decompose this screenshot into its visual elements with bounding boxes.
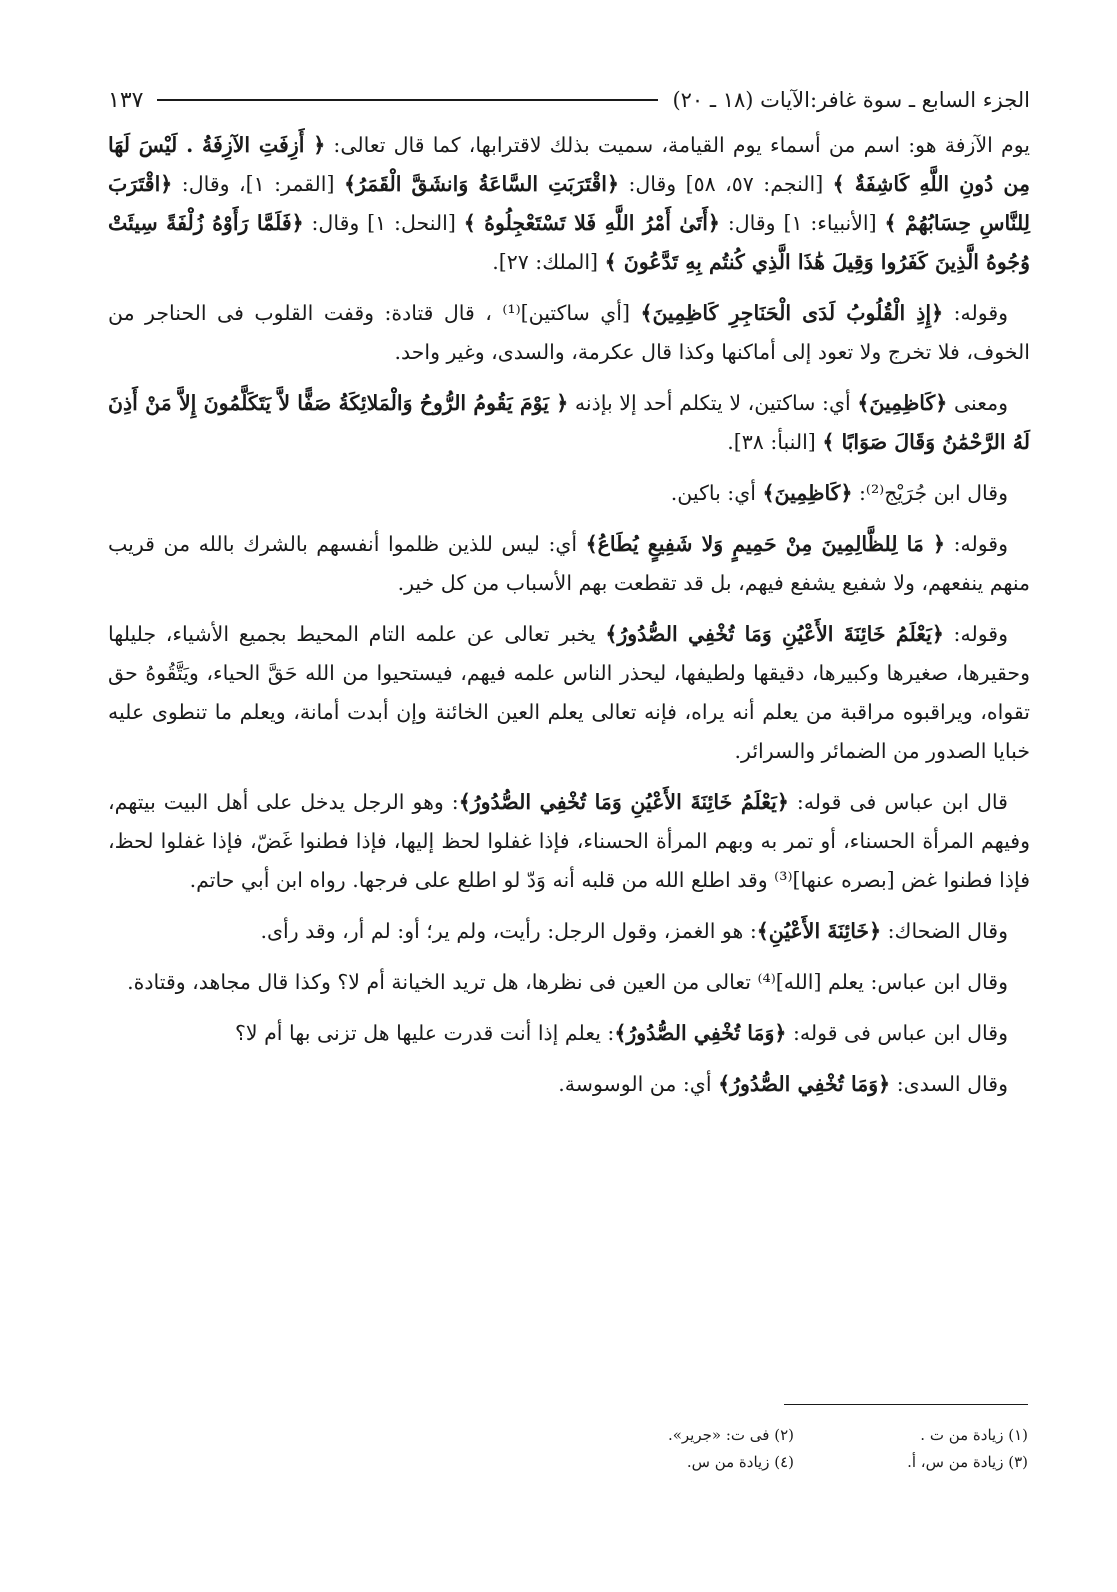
footnote: (٢) فى ت: «جرير». <box>667 1426 794 1444</box>
text-run: أي: باكين. <box>670 481 763 505</box>
footnote-row <box>560 1422 1028 1449</box>
text-run: [القمر: ١]، وقال: <box>172 172 344 196</box>
running-header <box>108 80 1030 120</box>
paragraph <box>108 1065 1030 1104</box>
paragraph <box>108 783 1030 900</box>
text-run: وقال ابن جُرَيْج⁽²⁾: <box>852 481 1008 505</box>
quran-quote: ﴿وَمَا تُخْفِي الصُّدُورُ﴾ <box>614 1021 787 1045</box>
text-run: وقال الضحاك: <box>881 919 1008 943</box>
quran-quote: ﴿اقْتَرَبَ لِلنَّاسِ حِسَابُهُمْ ﴾ <box>108 172 1031 235</box>
footnote: (١) زيادة من ت . <box>920 1426 1028 1444</box>
footnotes <box>560 1422 1028 1476</box>
quran-quote: ﴿وَمَا تُخْفِي الصُّدُورُ﴾ <box>718 1072 891 1096</box>
text-run: أي: ليس للذين ظلموا أنفسهم بالشرك بالله من قريب منهم ينفعهم، ولا شفيع يشفع فيهم، بل قد تقطعت بهم الأسباب من كل خير. <box>108 532 1030 595</box>
quran-quote: ﴿إِذِ الْقُلُوبُ لَدَى الْحَنَاجِرِ كَاظِمِينَ﴾ <box>640 301 944 325</box>
text-run: وقوله: <box>945 532 1009 556</box>
paragraph <box>108 912 1030 951</box>
paragraph <box>108 525 1030 603</box>
text-run: : يعلم إذا أنت قدرت عليها هل تزنى بها أم لا؟ <box>235 1021 615 1045</box>
text-run: قال ابن عباس فى قوله: <box>788 790 1008 814</box>
quran-quote: ﴿أَتَىٰ أَمْرُ اللَّهِ فَلا تَسْتَعْجِلُوهُ ﴾ <box>463 211 720 235</box>
paragraph <box>108 474 1030 513</box>
page-number: ١٣٧ <box>108 87 144 113</box>
header-rule <box>157 99 658 101</box>
quran-quote: ﴿ مَا لِلظَّالِمِينَ مِنْ حَمِيمٍ وَلا شَفِيعٍ يُطَاعُ﴾ <box>585 532 946 556</box>
quran-quote: ﴿اقْتَرَبَتِ السَّاعَةُ وَانشَقَّ الْقَمَرُ﴾ <box>343 172 619 196</box>
text-run: وقوله: <box>943 301 1009 325</box>
paragraph <box>108 1014 1030 1053</box>
text-run: يخبر تعالى عن علمه التام المحيط بجميع الأشياء، جليلها وحقيرها، صغيرها وكبيرها، دقيقها ولطيفها، ليحذر الناس علمه فيهم، فيستحيوا من الله حَقَّ الحياء، ويَتَّقُوهُ حق تقواه، ويراقبوه مراقبة من يعلم أنه يراه، فإنه تعالى يعلم العين الخائنة وإن أبدت أمانة، ويعلم ما تنطوى عليه خبايا الصدور من الضمائر والسرائر. <box>108 622 1030 763</box>
footnote: (٤) زيادة من س. <box>686 1453 794 1471</box>
text-run: : هو الغمز، وقول الرجل: رأيت، ولم ير؛ أو: لم أر، وقد رأى. <box>260 919 757 943</box>
footnote-row <box>560 1449 1028 1476</box>
text-run: أي: من الوسوسة. <box>558 1072 719 1096</box>
text-run: وقوله: <box>943 622 1008 646</box>
paragraph <box>108 963 1030 1002</box>
text-run: [النبأ: ٣٨]. <box>727 430 823 454</box>
quran-quote: ﴿ أَزِفَتِ الآزِفَةُ . لَيْسَ لَهَا مِن دُونِ اللَّهِ كَاشِفَةٌ ﴾ <box>108 133 1030 196</box>
text-run: [الأنبياء: ١] وقال: <box>719 211 885 235</box>
quran-quote: ﴿ يَوْمَ يَقُومُ الرُّوحُ وَالْمَلائِكَةُ صَفًّا لاَّ يَتَكَلَّمُونَ إِلاَّ مَنْ أَذِنَ لَهُ الرَّحْمَٰنُ وَقَالَ صَوَابًا ﴾ <box>108 391 1030 454</box>
quran-quote: ﴿خَائِنَةَ الأَعْيُنِ﴾ <box>756 919 882 943</box>
book-page <box>108 80 1030 1116</box>
paragraph <box>108 126 1030 282</box>
paragraph <box>108 294 1030 372</box>
text-run: [أي ساكتين]⁽¹⁾ ، قال قتادة: وقفت القلوب فى الحناجر من الخوف، فلا تخرج ولا تعود إلى أماكنها وكذا قال عكرمة، والسدى، وغير واحد. <box>108 301 1030 364</box>
paragraph <box>108 384 1030 462</box>
text-run: [الملك: ٢٧]. <box>492 250 605 274</box>
text-run: أي: ساكتين، لا يتكلم أحد إلا بإذنه <box>568 391 858 415</box>
text-run: وقال السدى: <box>890 1072 1008 1096</box>
footnote: (٣) زيادة من س، أ. <box>907 1453 1028 1471</box>
text-run: وقال ابن عباس فى قوله: <box>786 1021 1008 1045</box>
page-body <box>108 126 1030 1104</box>
paragraph <box>108 615 1030 771</box>
text-run: : وهو الرجل يدخل على أهل البيت بيتهم، وفيهم المرأة الحسناء، أو تمر به وبهم المرأة الحسناء، فإذا غفلوا لحظ إليها، فإذا فطنوا غَضّ، فإذا غفلوا لحظ، فإذا فطنوا غض [بصره عنها]⁽³⁾ وقد اطلع الله من قلبه أنه وَدّ لو اطلع على فرجها. رواه ابن أبي حاتم. <box>108 790 1030 892</box>
text-run: ومعنى <box>947 391 1008 415</box>
text-run: [النحل: ١] وقال: <box>303 211 464 235</box>
quran-quote: ﴿فَلَمَّا رَأَوْهُ زُلْفَةً سِيئَتْ وُجُوهُ الَّذِينَ كَفَرُوا وَقِيلَ هَٰذَا الَّذِي كُنتُم بِهِ تَدَّعُونَ ﴾ <box>108 211 1030 274</box>
footnote-separator <box>784 1404 1028 1405</box>
text-run: يوم الآزفة هو: اسم من أسماء يوم القيامة، سميت بذلك لاقترابها، كما قال تعالى: <box>325 133 1030 157</box>
text-run: وقال ابن عباس: يعلم [الله]⁽⁴⁾ تعالى من العين فى نظرها، هل تريد الخيانة أم لا؟ وكذا قال مجاهد، وقتادة. <box>127 970 1008 994</box>
quran-quote: ﴿يَعْلَمُ خَائِنَةَ الأَعْيُنِ وَمَا تُخْفِي الصُّدُورُ﴾ <box>458 790 789 814</box>
quran-quote: ﴿كَاظِمِينَ﴾ <box>762 481 853 505</box>
text-run: [النجم: ٥٧، ٥٨] وقال: <box>618 172 833 196</box>
header-title: الجزء السابع ـ سوة غافر:الآيات (١٨ ـ ٢٠) <box>672 88 1030 112</box>
quran-quote: ﴿يَعْلَمُ خَائِنَةَ الأَعْيُنِ وَمَا تُخْفِي الصُّدُورُ﴾ <box>605 622 944 646</box>
quran-quote: ﴿كَاظِمِينَ﴾ <box>857 391 948 415</box>
